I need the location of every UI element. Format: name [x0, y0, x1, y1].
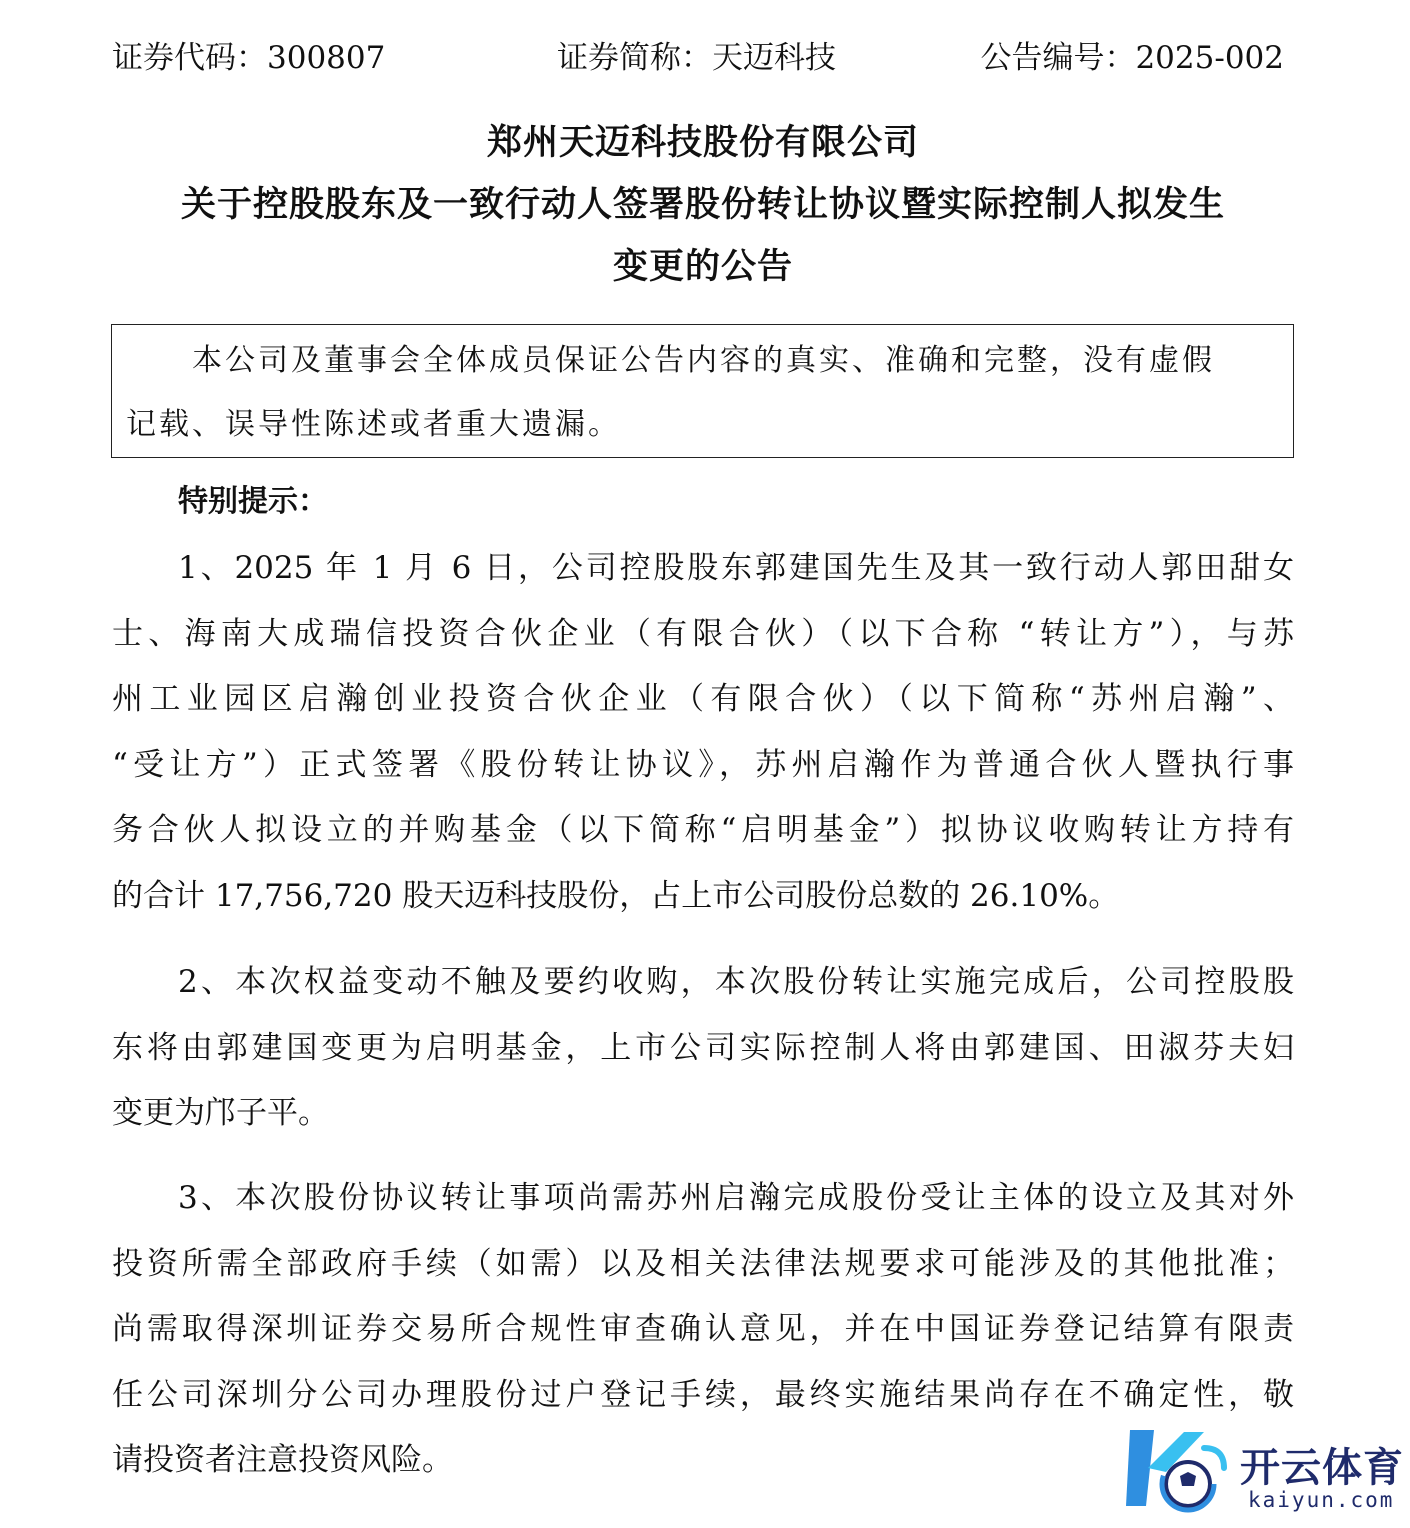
- tip-paragraph-3: [112, 1166, 1294, 1494]
- tip-paragraph-1: [112, 536, 1294, 929]
- watermark-name: 开云体育: [1240, 1445, 1404, 1491]
- paragraph-line: 请投资者注意投资风险。: [112, 1442, 453, 1478]
- title-line-3: 变更的公告: [612, 247, 793, 287]
- title-line-1: 郑州天迈科技股份有限公司: [486, 123, 919, 163]
- paragraph-line: 士、海南大成瑞信投资合伙企业（有限合伙）（以下合称 “转让方”），与苏: [112, 615, 1294, 652]
- page-title: [112, 112, 1294, 298]
- paragraph-line: 东将由郭建国变更为启明基金，上市公司实际控制人将由郭建国、田淑芬夫妇: [112, 1029, 1294, 1066]
- paragraph-line: 任公司深圳分公司办理股份过户登记手续，最终实施结果尚存在不确定性，敬: [112, 1376, 1294, 1413]
- stock-name: 证券简称：天迈科技: [557, 40, 836, 76]
- paragraph-line: 务合伙人拟设立的并购基金（以下简称“启明基金”）拟协议收购转让方持有: [112, 812, 1294, 848]
- paragraph-line: 2、本次权益变动不触及要约收购，本次股份转让实施完成后，公司控股股: [178, 964, 1294, 1000]
- paragraph-line: 的合计 17,756,720 股天迈科技股份，占上市公司股份总数的 26.10%。: [112, 877, 1120, 914]
- paragraph-line: 尚需取得深圳证券交易所合规性审查确认意见，并在中国证券登记结算有限责: [112, 1311, 1294, 1347]
- paragraph-line: 变更为邝子平。: [112, 1095, 329, 1131]
- tip-paragraph-2: [112, 950, 1294, 1147]
- announcement-number: 公告编号：2025-002: [980, 40, 1284, 76]
- paragraph-line: 1、2025 年 1 月 6 日，公司控股股东郭建国先生及其一致行动人郭田甜女: [178, 550, 1294, 586]
- paragraph-line: 州工业园区启瀚创业投资合伙企业（有限合伙）（以下简称“苏州启瀚”、: [112, 681, 1294, 717]
- announcement-header: [112, 36, 1284, 80]
- paragraph-line: “受让方”）正式签署《股份转让协议》，苏州启瀚作为普通合伙人暨执行事: [112, 746, 1294, 783]
- board-guarantee-notice: [111, 324, 1294, 458]
- special-tips-heading: 特别提示：: [178, 484, 328, 519]
- notice-line-2: 记载、误导性陈述或者重大遗漏。: [126, 407, 621, 442]
- kaiyun-watermark: [1120, 1418, 1410, 1528]
- stock-code: 证券代码：300807: [112, 40, 386, 76]
- notice-line-1: 本公司及董事会全体成员保证公告内容的真实、准确和完整，没有虚假: [192, 343, 1215, 378]
- paragraph-line: 投资所需全部政府手续（如需）以及相关法律法规要求可能涉及的其他批准；: [112, 1245, 1294, 1282]
- title-line-2: 关于控股股东及一致行动人签署股份转让协议暨实际控制人拟发生: [180, 185, 1225, 225]
- paragraph-line: 3、本次股份协议转让事项尚需苏州启瀚完成股份受让主体的设立及其对外: [178, 1180, 1294, 1216]
- watermark-domain: kaiyun.com: [1248, 1488, 1395, 1512]
- kaiyun-logo-icon: [1120, 1418, 1240, 1518]
